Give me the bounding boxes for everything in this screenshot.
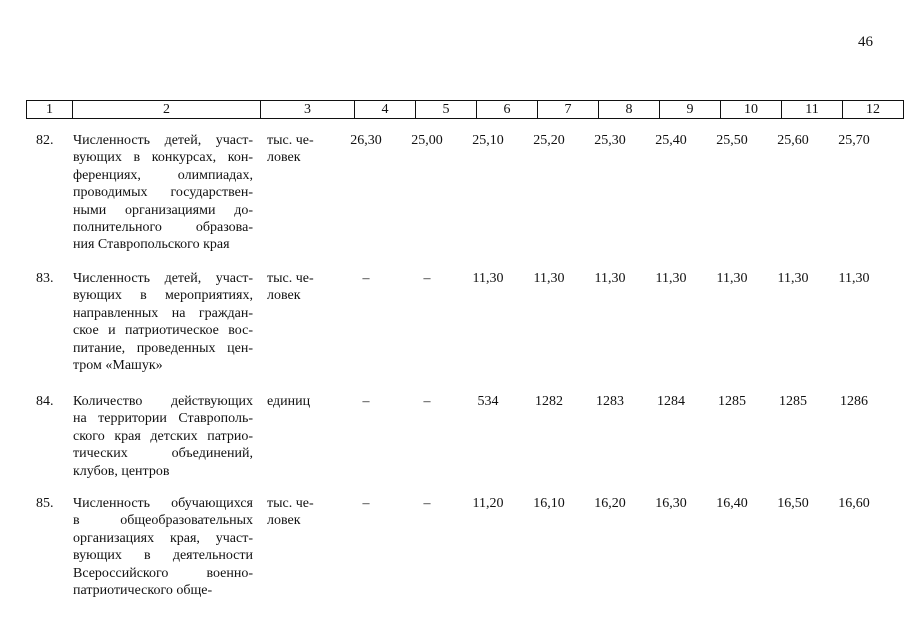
value-cell: – — [423, 394, 431, 409]
header-cell: 8 — [599, 101, 660, 119]
value-cell: 25,70 — [838, 133, 870, 148]
header-cell: 3 — [261, 101, 355, 119]
value-cell: 11,30 — [777, 271, 809, 286]
value-cell: 1286 — [840, 394, 868, 409]
value-cell: 25,20 — [533, 133, 565, 148]
description-line: полнительного образова- — [73, 220, 253, 236]
header-cell: 9 — [660, 101, 721, 119]
value-cell: 11,30 — [472, 271, 504, 286]
value-cell: – — [362, 271, 370, 286]
description-line: Численность детей, участ- — [73, 133, 253, 148]
value-cell: 25,60 — [777, 133, 809, 148]
description-line: организациях края, участ- — [73, 530, 253, 546]
description-line: ными организациями до- — [73, 202, 253, 218]
value-cell: 1284 — [657, 394, 685, 409]
description-line: тром «Машук» — [73, 358, 163, 374]
description-line: питание, проведенных цен- — [73, 340, 253, 356]
value-cell: 25,00 — [411, 133, 443, 148]
value-cell: 11,30 — [655, 271, 687, 286]
unit-line: единиц — [267, 394, 311, 409]
page-number: 46 — [858, 34, 873, 50]
value-cell: 16,50 — [777, 496, 809, 511]
description-line: ния Ставропольского края — [73, 237, 230, 253]
row-number: 83. — [36, 271, 54, 286]
unit-of-measure — [267, 393, 337, 410]
description-line: Численность детей, участ- — [73, 271, 253, 286]
row-number: 85. — [36, 496, 54, 511]
value-cell: 1282 — [535, 394, 563, 409]
description-line: в общеобразовательных — [73, 513, 253, 529]
description-line: клубов, центров — [73, 463, 170, 479]
value-cell: 11,30 — [594, 271, 626, 286]
header-cell: 12 — [843, 101, 904, 119]
description-line: вующих в деятельности — [73, 548, 253, 564]
row-number: 82. — [36, 133, 54, 148]
header-cell: 10 — [721, 101, 782, 119]
value-cell: – — [362, 496, 370, 511]
indicator-description — [73, 132, 253, 254]
header-row — [27, 101, 904, 119]
value-cell: 16,10 — [533, 496, 565, 511]
unit-line: тыс. че- — [267, 271, 314, 286]
value-cell: – — [423, 496, 431, 511]
column-number-header — [26, 100, 904, 119]
value-cell: 16,30 — [655, 496, 687, 511]
unit-of-measure — [267, 132, 337, 167]
unit-line: ловек — [267, 288, 301, 304]
description-line: на территории Ставрополь- — [73, 411, 253, 427]
value-cell: 16,20 — [594, 496, 626, 511]
indicator-description — [73, 495, 253, 599]
description-line: вующих в конкурсах, кон- — [73, 150, 253, 166]
indicator-description — [73, 270, 253, 374]
unit-of-measure — [267, 270, 337, 305]
value-cell: 11,30 — [533, 271, 565, 286]
value-cell: 1285 — [718, 394, 746, 409]
description-line: направленных на граждан- — [73, 305, 253, 321]
header-cell: 7 — [538, 101, 599, 119]
value-cell: 11,30 — [838, 271, 870, 286]
indicator-description — [73, 393, 253, 480]
value-cell: 16,60 — [838, 496, 870, 511]
header-cell: 4 — [355, 101, 416, 119]
description-line: Численность обучающихся — [73, 496, 253, 511]
value-cell: 25,30 — [594, 133, 626, 148]
unit-line: ловек — [267, 150, 301, 166]
value-cell: 25,10 — [472, 133, 504, 148]
value-cell: 25,40 — [655, 133, 687, 148]
description-line: ского края детских патрио- — [73, 428, 253, 444]
unit-line: тыс. че- — [267, 133, 314, 148]
description-line: ференциях, олимпиадах, — [73, 167, 253, 183]
unit-of-measure — [267, 495, 337, 530]
description-line: Количество действующих — [73, 394, 253, 409]
header-cell: 11 — [782, 101, 843, 119]
value-cell: – — [362, 394, 370, 409]
value-cell: 26,30 — [350, 133, 382, 148]
unit-line: тыс. че- — [267, 496, 314, 511]
value-cell: 1285 — [779, 394, 807, 409]
row-number: 84. — [36, 394, 54, 409]
value-cell: 16,40 — [716, 496, 748, 511]
value-cell: 11,20 — [472, 496, 504, 511]
header-cell: 1 — [27, 101, 73, 119]
description-line: тических объединений, — [73, 446, 253, 462]
unit-line: ловек — [267, 513, 301, 529]
value-cell: 1283 — [596, 394, 624, 409]
value-cell: 534 — [477, 394, 499, 409]
description-line: ское и патриотическое вос- — [73, 323, 253, 339]
description-line: Всероссийского военно- — [73, 565, 253, 581]
header-cell: 2 — [73, 101, 261, 119]
header-cell: 6 — [477, 101, 538, 119]
description-line: вующих в мероприятиях, — [73, 288, 253, 304]
description-line: проводимых государствен- — [73, 185, 253, 201]
header-cell: 5 — [416, 101, 477, 119]
value-cell: – — [423, 271, 431, 286]
value-cell: 25,50 — [716, 133, 748, 148]
value-cell: 11,30 — [716, 271, 748, 286]
description-line: патриотического обще- — [73, 583, 213, 599]
